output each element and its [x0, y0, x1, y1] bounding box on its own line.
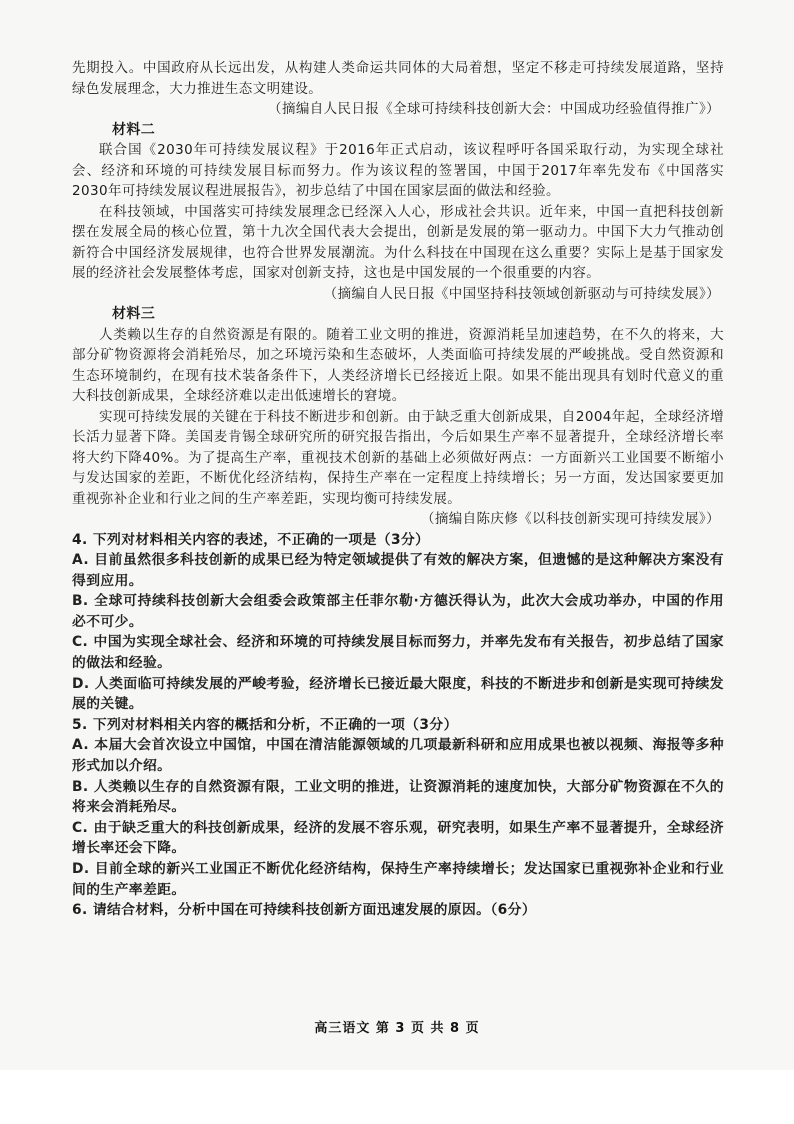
- question-5-option-a: A. 本届大会首次设立中国馆，中国在清洁能源领域的几项最新科研和应用成果也被以视频、海报等多种形式加以介绍。: [72, 737, 724, 775]
- question-4-option-c: C. 中国为实现全球社会、经济和环境的可持续发展目标而努力，并率先发布有关报告，初步总结了国家的做法和经验。: [72, 634, 724, 672]
- question-6-stem: 6. 请结合材料，分析中国在可持续科技创新方面迅速发展的原因。（6分）: [72, 902, 537, 919]
- material3-paragraph-2: 实现可持续发展的关键在于科技不断进步和创新。由于缺乏重大创新成果，自2004年起，全球经济增长活力显著下降。美国麦肯锡全球研究所的研究报告指出，今后如果生产率不显著提升，全球经济增长率将大约下降40%。为了提高生产率，重视技术创新的基础上必须做好两点：一方面新兴工业国要不断缩小与发达国家的差距，不断优化经济结构，保持生产率在一定程度上持续增长；另一方面，发达国家要更加重视弥补企业和行业之间的生产率差距，实现均衡可持续发展。: [72, 408, 724, 507]
- page-content: [72, 58, 724, 921]
- material3-paragraph-1: 人类赖以生存的自然资源是有限的。随着工业文明的推进，资源消耗呈加速趋势，在不久的将来，大部分矿物资源将会消耗殆尽，加之环境污染和生态破坏，人类面临可持续发展的严峻挑战。受自然资源和生态环境制约，在现有技术装备条件下，人类经济增长已经接近上限。如果不能出现具有划时代意义的重大科技创新成果，全球经济难以走出低速增长的窘境。: [72, 326, 724, 404]
- question-5-stem: 5. 下列对材料相关内容的概括和分析，不正确的一项（3分）: [72, 716, 458, 733]
- question-5-option-c: C. 由于缺乏重大的科技创新成果，经济的发展不容乐观，研究表明，如果生产率不显著提升，全球经济增长率还会下降。: [72, 819, 724, 857]
- material1-tail-paragraph: 先期投入。中国政府从长远出发，从构建人类命运共同体的大局着想，坚定不移走可持续发展道路，坚持绿色发展理念，大力推进生态文明建设。: [72, 60, 724, 97]
- question-5-option-d: D. 目前全球的新兴工业国正不断优化经济结构，保持生产率持续增长；发达国家已重视弥补企业和行业间的生产率差距。: [72, 861, 724, 898]
- material3-source: （摘编自陈庆修《以科技创新实现可持续发展》）: [420, 511, 720, 527]
- question-5-option-b: B. 人类赖以生存的自然资源有限，工业文明的推进，让资源消耗的速度加快，大部分矿物资源在不久的将来会消耗殆尽。: [72, 778, 724, 816]
- material2-source: （摘编自人民日报《中国坚持科技领域创新驱动与可持续发展》）: [323, 285, 720, 302]
- material2-paragraph-1: 联合国《2030年可持续发展议程》于2016年正式启动，该议程呼吁各国采取行动，为实现全球社会、经济和环境的可持续发展目标而努力。作为该议程的签署国，中国于2017年率先发布《中国落实2030年可持续发展议程进展报告》，初步总结了中国在国家层面的做法和经验。: [72, 142, 724, 199]
- material3-heading: 材料三: [112, 306, 156, 322]
- question-4-stem: 4. 下列对材料相关内容的表述，不正确的一项是（3分）: [72, 531, 430, 548]
- material2-paragraph-2: 在科技领域，中国落实可持续发展理念已经深入人心，形成社会共识。近年来，中国一直把科技创新摆在发展全局的核心位置，第十九次全国代表大会提出，创新是发展的第一驱动力。中国下大力气推动创新符合中国经济发展规律，也符合世界发展潮流。为什么科技在中国现在这么重要？实际上是基于国家发展的经济社会发展整体考虑，国家对创新支持，这也是中国发展的一个很重要的内容。: [72, 203, 724, 281]
- question-4-option-a: A. 目前虽然很多科技创新的成果已经为特定领域提供了有效的解决方案，但遗憾的是这种解决方案没有得到应用。: [72, 552, 724, 589]
- question-4-option-b: B. 全球可持续科技创新大会组委会政策部主任菲尔勒·方德沃得认为，此次大会成功举办，中国的作用必不可少。: [72, 593, 724, 630]
- material2-heading: 材料二: [112, 121, 156, 138]
- page-footer: 高三语文 第 3 页 共 8 页: [314, 1021, 480, 1036]
- question-4-option-d: D. 人类面临可持续发展的严峻考验，经济增长已接近最大限度，科技的不断进步和创新是实现可持续发展的关键。: [72, 675, 724, 713]
- material1-source: （摘编自人民日报《全球可持续科技创新大会：中国成功经验值得推广》）: [268, 101, 720, 117]
